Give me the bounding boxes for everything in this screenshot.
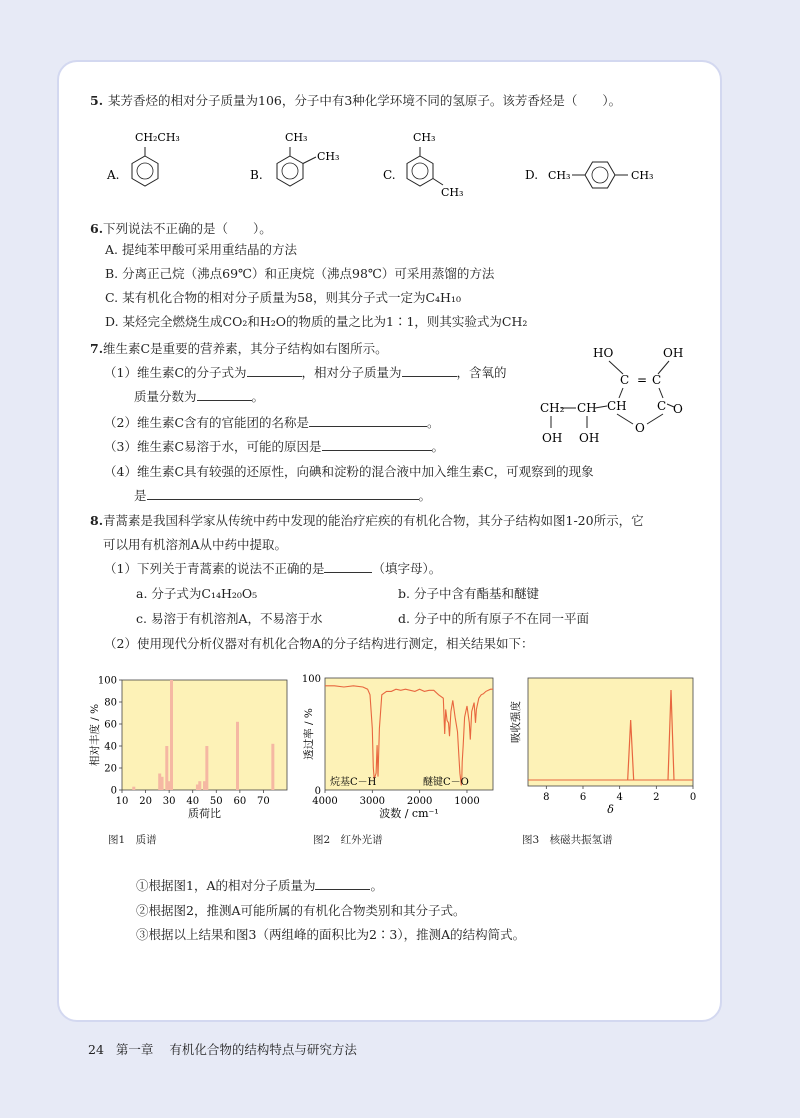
svg-text:O: O	[635, 421, 645, 435]
mass-spectrum-chart	[85, 670, 295, 825]
q5-a-substituent: CH₂CH₃	[135, 131, 180, 144]
q6-option-b: B. 分离正己烷（沸点69℃）和正庚烷（沸点98℃）可采用蒸馏的方法	[105, 266, 495, 281]
ms-x-tick-label: 70	[257, 796, 270, 807]
q6-stem: 下列说法不正确的是（ ）。	[103, 221, 272, 236]
nmr-y-axis-label: 吸收强度	[510, 701, 522, 743]
q5-option-a-letter: A.	[107, 168, 120, 182]
fig2-caption: 图2 红外光谱	[313, 834, 383, 846]
ir-plot-area	[325, 678, 493, 790]
q7-part1-line2: 质量分数为 。	[134, 389, 265, 404]
q7-mass-blank[interactable]	[402, 364, 457, 377]
q8-option-d: d. 分子中的所有原子不在同一平面	[398, 611, 589, 626]
fig3-caption: 图3 核磁共振氢谱	[522, 834, 613, 846]
q5-option-d-letter: D.	[525, 168, 539, 182]
q7-solubility-blank[interactable]	[322, 438, 432, 451]
ms-peak-bar	[170, 680, 173, 790]
q8-part2: （2）使用现代分析仪器对有机化合物A的分子结构进行测定，相关结果如下：	[104, 636, 534, 651]
q5-b-sub2: CH₃	[317, 150, 340, 163]
q5-stem: 某芳香烃的相对分子质量为106，分子中有3种化学环境不同的氢原子。该芳香烃是（ ）。	[108, 93, 622, 108]
q5-b-sub1: CH₃	[285, 131, 308, 144]
svg-text:C: C	[657, 399, 667, 413]
q5-c-sub2: CH₃	[441, 186, 464, 199]
q8-subquestion-3: ③根据以上结果和图3（两组峰的面积比为2∶3），推测A的结构简式。	[136, 927, 526, 942]
q5-d-left: CH₃	[548, 169, 571, 182]
q6-option-c: C. 某有机化合物的相对分子质量为58，则其分子式一定为C₄H₁₀	[105, 290, 461, 305]
q5-option-c-letter: C.	[383, 168, 396, 182]
q8-subquestion-2: ②根据图2，推测A可能所属的有机化合物类别和其分子式。	[136, 903, 466, 918]
q7-part4-line1: （4）维生素C具有较强的还原性，向碘和淀粉的混合液中加入维生素C，可观察到的现象	[104, 464, 594, 479]
nmr-spectrum-chart	[508, 670, 703, 825]
ms-x-tick-label: 40	[186, 796, 200, 807]
ms-y-tick-label: 0	[110, 785, 117, 797]
ms-y-axis-label: 相对丰度 / %	[89, 703, 101, 767]
chapter-label: 第一章	[115, 1042, 154, 1057]
q5-structures	[95, 125, 695, 205]
ms-y-tick-label: 20	[104, 763, 117, 775]
nmr-x-tick-label: 8	[543, 792, 550, 803]
ms-y-tick-label: 40	[104, 741, 117, 753]
ir-x-tick-label: 2000	[406, 796, 433, 807]
svg-text:HO: HO	[593, 346, 614, 360]
page-footer	[88, 1040, 357, 1058]
ms-x-axis-label: 质荷比	[188, 807, 221, 820]
ir-annotation-ether: 醚键C－O	[423, 777, 469, 788]
ir-y-tick-label: 0	[314, 786, 321, 797]
ms-plot-area	[122, 680, 287, 790]
nmr-x-tick-label: 6	[579, 792, 587, 803]
svg-text:C: C	[652, 373, 662, 387]
vitamin-c-structure	[535, 340, 705, 455]
q7-formula-blank[interactable]	[247, 364, 302, 377]
ir-spectrum-chart	[300, 670, 500, 825]
ms-peak-bar	[236, 722, 239, 790]
q5-c-sub1: CH₃	[413, 131, 436, 144]
chapter-title: 有机化合物的结构特点与研究方法	[169, 1042, 357, 1057]
ms-x-tick-label: 20	[139, 796, 152, 807]
q6-number: 6.	[90, 221, 104, 236]
ms-peak-bar	[205, 746, 208, 790]
q6-option-a: A. 提纯苯甲酸可采用重结晶的方法	[105, 242, 297, 257]
q7-part1-line1: （1）维生素C的分子式为 ，相对分子质量为 ，含氧的	[104, 365, 507, 380]
ir-y-axis-label: 透过率 / %	[303, 708, 315, 760]
svg-text:OH: OH	[542, 431, 563, 445]
ir-y-tick-label: 100	[301, 674, 321, 685]
ms-x-tick-label: 10	[115, 796, 129, 807]
q7-part4-line2: 是 。	[134, 488, 432, 503]
ms-peak-bar	[198, 781, 201, 790]
q5-a-benzene-ring	[132, 156, 158, 186]
q7-number: 7.	[90, 341, 104, 356]
ms-y-tick-label: 80	[104, 697, 117, 709]
ms-y-tick-label: 60	[104, 719, 117, 731]
q5-option-b-letter: B.	[250, 168, 263, 182]
ms-peak-bar	[161, 777, 164, 790]
q5-number: 5.	[90, 93, 104, 108]
svg-text:=: =	[637, 373, 648, 387]
ms-peak-bar	[132, 787, 135, 790]
q5-d-right: CH₃	[631, 169, 654, 182]
q7-oxygen-fraction-blank[interactable]	[197, 388, 252, 401]
q8-stem-line2: 可以用有机溶剂A从中药中提取。	[103, 537, 288, 552]
svg-text:CH: CH	[577, 401, 597, 415]
fig1-caption: 图1 质谱	[108, 834, 157, 846]
q7-part3: （3）维生素C易溶于水，可能的原因是 。	[104, 439, 445, 454]
q8-option-c: c. 易溶于有机溶剂A，不易溶于水	[136, 611, 323, 626]
svg-text:O: O	[673, 402, 683, 416]
ir-x-tick-label: 3000	[359, 796, 386, 807]
page-number: 24	[88, 1042, 104, 1057]
nmr-x-tick-label: 0	[689, 792, 697, 803]
q5-d-benzene-ring	[585, 162, 615, 188]
svg-text:CH₂: CH₂	[540, 401, 565, 415]
ir-x-tick-label: 1000	[454, 796, 480, 807]
q8-mass-blank[interactable]	[315, 877, 370, 890]
q8-stem-line1: 青蒿素是我国科学家从传统中药中发现的能治疗疟疾的有机化合物，其分子结构如图1-20所示，它	[103, 513, 644, 528]
q6-option-d: D. 某烃完全燃烧生成CO₂和H₂O的物质的量之比为1∶1，则其实验式为CH₂	[105, 314, 528, 329]
q7-functional-group-blank[interactable]	[309, 414, 427, 427]
ir-x-axis-label: 波数 / cm⁻¹	[379, 807, 439, 820]
ms-x-tick-label: 30	[162, 796, 176, 807]
nmr-x-axis-label: δ	[607, 803, 614, 816]
svg-text:C: C	[620, 373, 630, 387]
q8-number: 8.	[90, 513, 104, 528]
q7-part2: （2）维生素C含有的官能团的名称是 。	[104, 415, 440, 430]
ms-peak-bar	[271, 744, 274, 790]
q8-part1: （1）下列关于青蒿素的说法不正确的是 （填字母）。	[104, 561, 442, 576]
ir-annotation-alkyl: 烷基C－H	[330, 777, 377, 788]
ir-x-tick-label: 4000	[312, 796, 338, 807]
svg-text:OH: OH	[579, 431, 600, 445]
q8-option-b: b. 分子中含有酯基和醚键	[398, 586, 539, 601]
q8-option-a: a. 分子式为C₁₄H₂₀O₅	[136, 586, 258, 601]
ms-y-tick-label: 100	[97, 675, 117, 687]
nmr-x-tick-label: 4	[616, 792, 623, 803]
q5-c-benzene-ring	[407, 156, 433, 186]
q7-stem: 维生素C是重要的营养素，其分子结构如右图所示。	[103, 341, 388, 356]
svg-text:OH: OH	[663, 346, 684, 360]
ms-x-tick-label: 60	[233, 796, 247, 807]
q5-b-benzene-ring	[277, 156, 303, 186]
q8-subquestion-1: ①根据图1，A的相对分子质量为 。	[136, 878, 383, 893]
q8-answer-blank[interactable]	[324, 560, 372, 573]
svg-text:CH: CH	[607, 399, 627, 413]
nmr-x-tick-label: 2	[653, 792, 660, 803]
q7-phenomenon-blank[interactable]	[147, 487, 419, 500]
ms-x-tick-label: 50	[209, 796, 223, 807]
